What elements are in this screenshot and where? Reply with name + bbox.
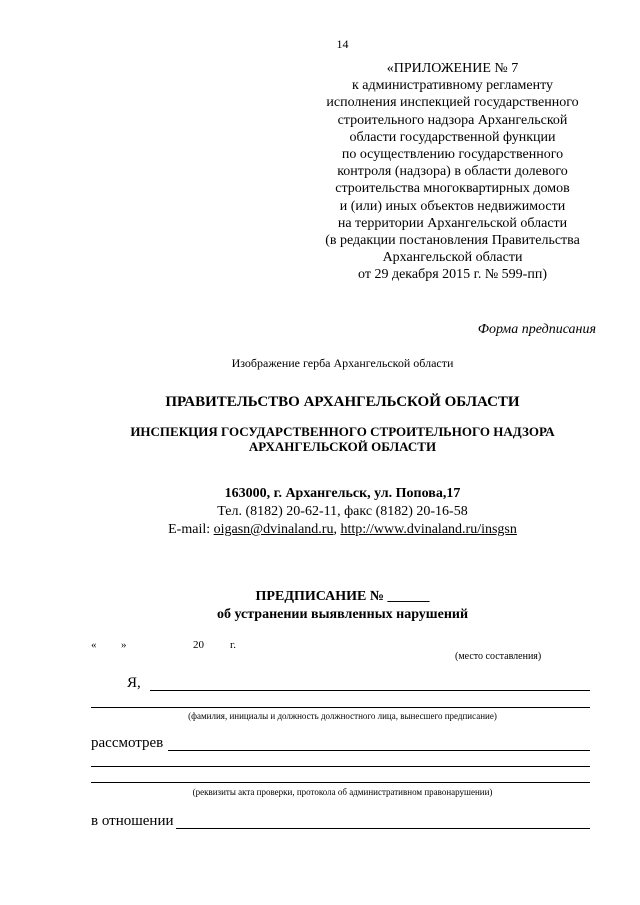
- place-caption: (место составления): [455, 651, 542, 662]
- appendix-line: области государственной функции: [349, 129, 556, 145]
- appendix-line: строительства многоквартирных домов: [335, 181, 570, 197]
- link-separator: ,: [333, 522, 341, 537]
- considered-label: рассмотрев: [91, 735, 164, 751]
- page-number: 14: [336, 37, 349, 51]
- date-year-suffix: г.: [230, 639, 237, 651]
- title-line-2: об устранении выявленных нарушений: [216, 607, 469, 622]
- government-title: ПРАВИТЕЛЬСТВО АРХАНГЕЛЬСКОЙ ОБЛАСТИ: [165, 394, 520, 410]
- official-input-line-2[interactable]: [91, 707, 590, 708]
- address-block: [0, 485, 640, 539]
- email-link[interactable]: oigasn@dvinaland.ru: [213, 522, 334, 537]
- appendix-line: Архангельской области: [382, 250, 523, 266]
- official-input-line[interactable]: [150, 690, 590, 691]
- appendix-line: на территории Архангельской области: [337, 215, 568, 231]
- i-label: Я,: [127, 675, 141, 691]
- official-caption: (фамилия, инициалы и должность должностного лица, вынесшего предписание): [188, 711, 497, 721]
- email-prefix: E-mail:: [168, 522, 214, 537]
- date-year-prefix: 20: [193, 639, 204, 651]
- documents-input-line-2[interactable]: [91, 766, 590, 767]
- date-quote-close: »: [121, 639, 127, 651]
- documents-caption: (реквизиты акта проверки, протокола об административном правонарушении): [192, 787, 493, 797]
- appendix-header: [280, 60, 625, 284]
- appendix-line: исполнения инспекцией государственного: [326, 95, 579, 111]
- website-link[interactable]: http://www.dvinaland.ru/insgsn: [340, 522, 517, 537]
- date-quote-open: «: [91, 639, 97, 651]
- regarding-label: в отношении: [91, 813, 174, 829]
- postal-address: 163000, г. Архангельск, ул. Попова,17: [224, 486, 461, 501]
- inspection-title: [0, 424, 640, 454]
- emblem-placeholder: Изображение герба Архангельской области: [231, 356, 454, 370]
- title-line-1: ПРЕДПИСАНИЕ № ______: [255, 589, 430, 604]
- contact-line: [0, 521, 640, 539]
- phone-fax: Тел. (8182) 20-62-11, факс (8182) 20-16-58: [217, 504, 468, 519]
- regarding-input-line[interactable]: [176, 828, 590, 829]
- documents-input-line[interactable]: [168, 750, 590, 751]
- document-title: [0, 588, 640, 624]
- documents-input-line-3[interactable]: [91, 782, 590, 783]
- form-label: Форма предписания: [477, 322, 596, 337]
- appendix-line: (в редакции постановления Правительства: [325, 233, 580, 249]
- appendix-line: «ПРИЛОЖЕНИЕ № 7: [386, 61, 519, 76]
- inspection-line-1: ИНСПЕКЦИЯ ГОСУДАРСТВЕННОГО СТРОИТЕЛЬНОГО НАДЗОРА: [130, 424, 555, 439]
- appendix-line: строительного надзора Архангельской: [337, 112, 568, 128]
- appendix-line: к административному регламенту: [351, 78, 554, 94]
- appendix-line: по осуществлению государственного: [341, 147, 564, 163]
- inspection-line-2: АРХАНГЕЛЬСКОЙ ОБЛАСТИ: [248, 439, 437, 454]
- appendix-line: контроля (надзора) в области долевого: [337, 164, 568, 180]
- appendix-line: и (или) иных объектов недвижимости: [339, 198, 566, 214]
- appendix-line: от 29 декабря 2015 г. № 599-пп): [358, 267, 547, 283]
